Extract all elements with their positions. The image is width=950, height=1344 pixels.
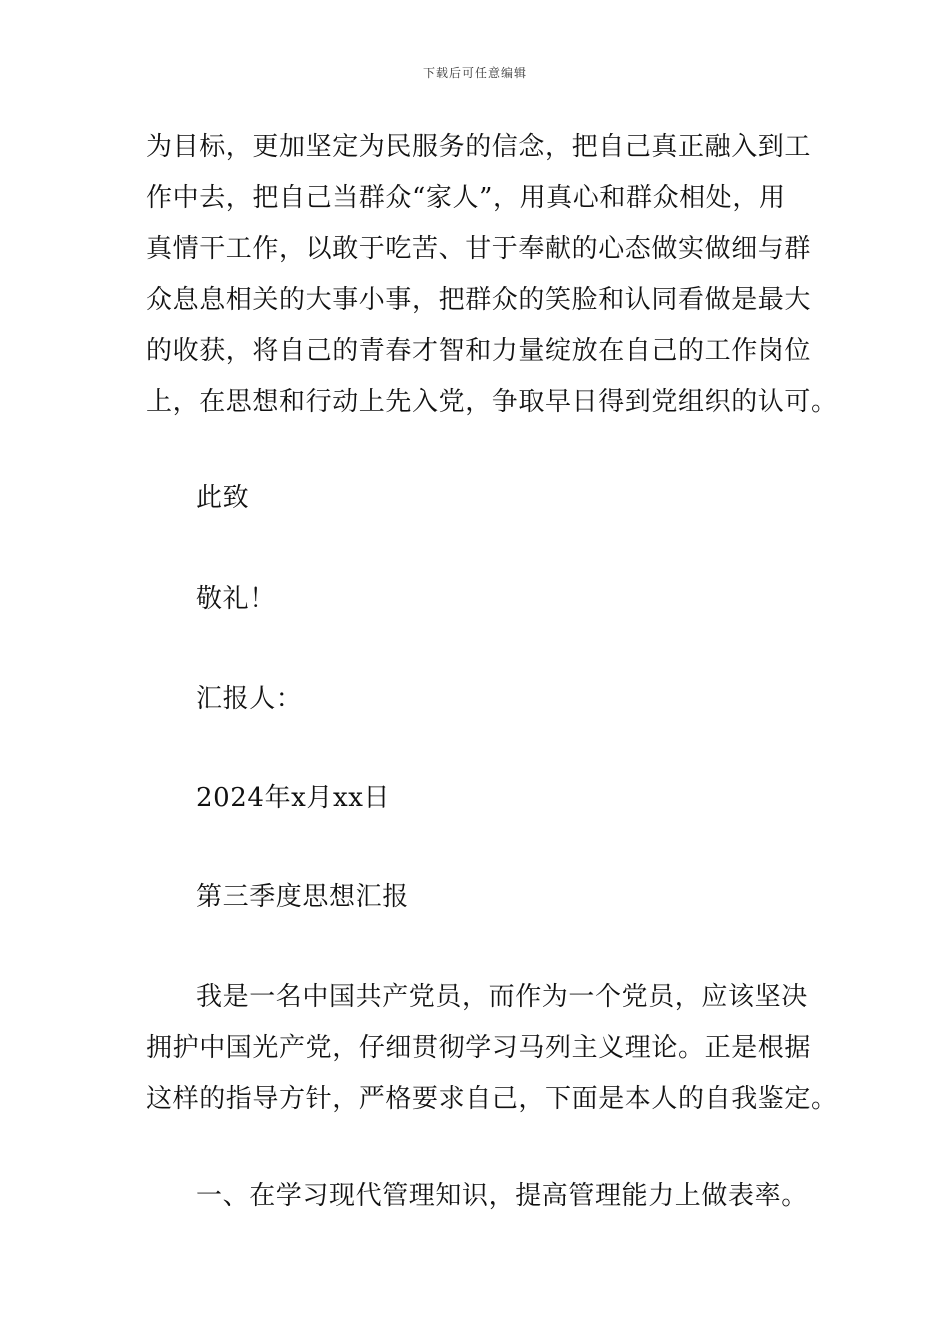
paragraph-1-line: 作中去，把自己当群众“家人”，用真心和群众相处，用 (146, 183, 786, 213)
heading-1: 一、在学习现代管理知识，提高管理能力上做表率。 (196, 1181, 808, 1211)
report-date: 2024年x月xx日 (196, 783, 391, 813)
page-header-note: 下载后可任意编辑 (422, 66, 527, 80)
paragraph-1-line: 上，在思想和行动上先入党，争取早日得到党组织的认可。 (146, 387, 838, 417)
paragraph-2-line: 拥护中国光产党，仔细贯彻学习马列主义理论。正是根据 (146, 1033, 812, 1063)
paragraph-2-line: 这样的指导方针，严格要求自己，下面是本人的自我鉴定。 (146, 1084, 838, 1114)
reporter-label: 汇报人： (196, 684, 303, 714)
regards: 敬礼！ (196, 584, 276, 614)
paragraph-2-line: 我是一名中国共产党员，而作为一个党员，应该坚决 (196, 982, 808, 1012)
paragraph-1-line: 众息息相关的大事小事，把群众的笑脸和认同看做是最大 (146, 285, 812, 315)
salutation: 此致 (196, 483, 250, 513)
section-title: 第三季度思想汇报 (196, 882, 409, 912)
paragraph-1-line: 的收获，将自己的青春才智和力量绽放在自己的工作岗位 (146, 336, 812, 366)
paragraph-1-line: 为目标，更加坚定为民服务的信念，把自己真正融入到工 (146, 132, 812, 162)
paragraph-1-line: 真情干工作，以敢于吃苦、甘于奉献的心态做实做细与群 (146, 234, 812, 264)
